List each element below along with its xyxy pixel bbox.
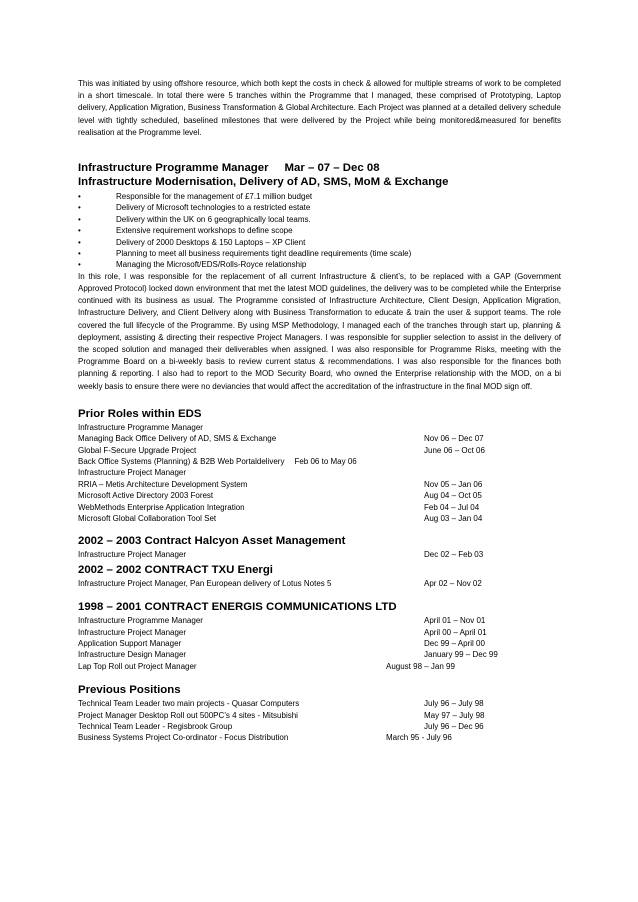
bullet-item: • Delivery of Microsoft technologies to a restricted estate bbox=[78, 203, 311, 213]
prior-role-dates: Feb 06 to May 06 bbox=[294, 457, 357, 467]
prior-role-row: Back Office Systems (Planning) & B2B Web Portaldelivery Feb 06 to May 06 bbox=[78, 457, 357, 467]
bullet-item: • Delivery of 2000 Desktops & 150 Laptops – XP Client bbox=[78, 237, 306, 247]
prior-role-dates: Nov 06 – Dec 07 bbox=[424, 434, 484, 444]
prior-roles-heading: Prior Roles within EDS bbox=[78, 407, 202, 420]
bullet-item: • Planning to meet all business requirements tight deadline requirements (time scale) bbox=[78, 249, 412, 259]
previous-dates: July 96 – July 98 bbox=[424, 699, 484, 709]
previous-dates: March 95 - July 96 bbox=[386, 733, 452, 743]
role-bullet-list bbox=[78, 191, 561, 271]
prior-role-row: Microsoft Global Collaboration Tool Set Aug 03 – Jan 04 bbox=[78, 514, 483, 524]
prior-role-dates: Feb 04 – Jul 04 bbox=[424, 502, 480, 512]
prior-role-row: Global F-Secure Upgrade Project June 06 – Oct 06 bbox=[78, 445, 485, 455]
txu-role-row: Infrastructure Project Manager, Pan European delivery of Lotus Notes 5 Apr 02 – Nov 02 bbox=[78, 578, 482, 588]
cv-page bbox=[78, 78, 561, 744]
previous-role-row: Project Manager Desktop Roll out 500PC’s 4 sites - Mitsubishi May 97 – July 98 bbox=[78, 710, 485, 720]
role-dates: Mar – 07 – Dec 08 bbox=[284, 162, 380, 175]
halcyon-heading: 2002 – 2003 Contract Halcyon Asset Management bbox=[78, 535, 346, 548]
bullet-glyph: • bbox=[78, 214, 81, 224]
prior-role-dates: Aug 04 – Oct 05 bbox=[424, 491, 482, 501]
prior-role-group-label: Infrastructure Programme Manager bbox=[78, 422, 203, 432]
prior-role-group-label: Infrastructure Project Manager bbox=[78, 468, 187, 478]
bullet-glyph: • bbox=[78, 192, 81, 202]
prior-role-row: Managing Back Office Delivery of AD, SMS & Exchange Nov 06 – Dec 07 bbox=[78, 434, 484, 444]
prior-role-dates: Nov 05 – Jan 06 bbox=[424, 479, 483, 489]
bullet-item: • Responsible for the management of £7.1 million budget bbox=[78, 192, 313, 202]
prior-role-row: RRIA – Metis Architecture Development System Nov 05 – Jan 06 bbox=[78, 479, 483, 489]
halcyon-dates: Dec 02 – Feb 03 bbox=[424, 550, 484, 560]
txu-dates: Apr 02 – Nov 02 bbox=[424, 578, 482, 588]
energis-role-row: Infrastructure Project Manager April 00 – April 01 bbox=[78, 627, 487, 637]
bullet-item: • Delivery within the UK on 6 geographically local teams. bbox=[78, 214, 311, 224]
role-subtitle: Infrastructure Modernisation, Delivery of AD, SMS, MoM & Exchange bbox=[78, 176, 449, 189]
txu-heading: 2002 – 2002 CONTRACT TXU Energi bbox=[78, 563, 273, 576]
bullet-item: • Managing the Microsoft/EDS/Rolls-Royce relationship bbox=[78, 260, 307, 270]
bullet-glyph: • bbox=[78, 249, 81, 259]
role-title: Infrastructure Programme Manager bbox=[78, 162, 269, 175]
energis-role-row: Lap Top Roll out Project Manager August 98 – Jan 99 bbox=[78, 661, 455, 671]
energis-role-row: Infrastructure Design Manager January 99 – Dec 99 bbox=[78, 650, 498, 660]
previous-role-row: Technical Team Leader two main projects - Quasar Computers July 96 – July 98 bbox=[78, 699, 484, 709]
energis-dates: January 99 – Dec 99 bbox=[424, 650, 498, 660]
prior-role-dates: Aug 03 – Jan 04 bbox=[424, 514, 483, 524]
energis-role-row: Infrastructure Programme Manager April 01 – Nov 01 bbox=[78, 616, 486, 626]
prior-role-row: Microsoft Active Directory 2003 Forest Aug 04 – Oct 05 bbox=[78, 491, 482, 501]
energis-dates: August 98 – Jan 99 bbox=[386, 661, 455, 671]
bullet-glyph: • bbox=[78, 260, 81, 270]
previous-role-row: Technical Team Leader - Regisbrook Group July 96 – Dec 96 bbox=[78, 721, 484, 731]
halcyon-role-row: Infrastructure Project Manager Dec 02 – Feb 03 bbox=[78, 550, 484, 560]
role-description: In this role, I was responsible for the replacement of all current Infrastructure & client’s, to be replaced with a GAP (Government Approved Protocol) locked down environment that met the latest MOD guidelines, the delivery was to be completed while the Enterprise continued with its business as usual. The Programme consisted of Infrastructure Architecture, Client Design, Application Migration, Infrastructure Delivery, and Client Delivery along with Business Transformation to educate & train the user & support teams. The role covered the full lifecycle of the Programme. By using MSP Methodology, I managed each of the tranches through start up, planning & deployment, assisting & directing their respective Project Managers. I was responsible for supplier selection to assist in the delivery of the scoped solution and managed their deliverables when assigned. I was also responsible for Programme Risks, meeting with the Programme Board on a bi-weekly basis to review current status & recommendations. I was also responsible for the finances both planning & reporting. I also had to report to the MOD Security Board, who owned the Enterprise relationship with the MOD, on a bi weekly basis to ensure there were no deviancies that would affect the accreditation of the infrastructure in the final MOD sign off. bbox=[78, 271, 561, 391]
previous-positions-heading: Previous Positions bbox=[78, 684, 181, 697]
role-heading bbox=[78, 161, 561, 175]
bullet-glyph: • bbox=[78, 237, 81, 247]
energis-role-row: Application Support Manager Dec 99 – April 00 bbox=[78, 639, 485, 648]
previous-dates: July 96 – Dec 96 bbox=[424, 721, 484, 731]
energis-dates: April 01 – Nov 01 bbox=[424, 616, 486, 626]
intro-paragraph: This was initiated by using offshore resource, which both kept the costs in check & allowed for multiple streams of work to be completed in a short timescale. In total there were 5 tranches within the Programme that I managed, these comprised of Prototyping, Laptop delivery, Application Migration, Business Transformation & Global Architecture. Each Project was planned at a detailed delivery schedule level with tightly scheduled, baselined milestones that were delivered by the Project while being monitored&measured for benefits realisation at the Programme level. bbox=[78, 79, 561, 137]
energis-dates: Dec 99 – April 00 bbox=[424, 639, 485, 648]
prior-role-dates: June 06 – Oct 06 bbox=[424, 445, 485, 455]
previous-role-row: Business Systems Project Co-ordinator - Focus Distribution March 95 - July 96 bbox=[78, 733, 452, 743]
prior-role-row: WebMethods Enterprise Application Integration Feb 04 – Jul 04 bbox=[78, 502, 480, 512]
bullet-glyph: • bbox=[78, 203, 81, 213]
bullet-item: • Extensive requirement workshops to define scope bbox=[78, 226, 293, 236]
energis-heading: 1998 – 2001 CONTRACT ENERGIS COMMUNICATIONS LTD bbox=[78, 601, 397, 614]
previous-dates: May 97 – July 98 bbox=[424, 710, 485, 720]
energis-dates: April 00 – April 01 bbox=[424, 627, 487, 637]
bullet-glyph: • bbox=[78, 226, 81, 236]
